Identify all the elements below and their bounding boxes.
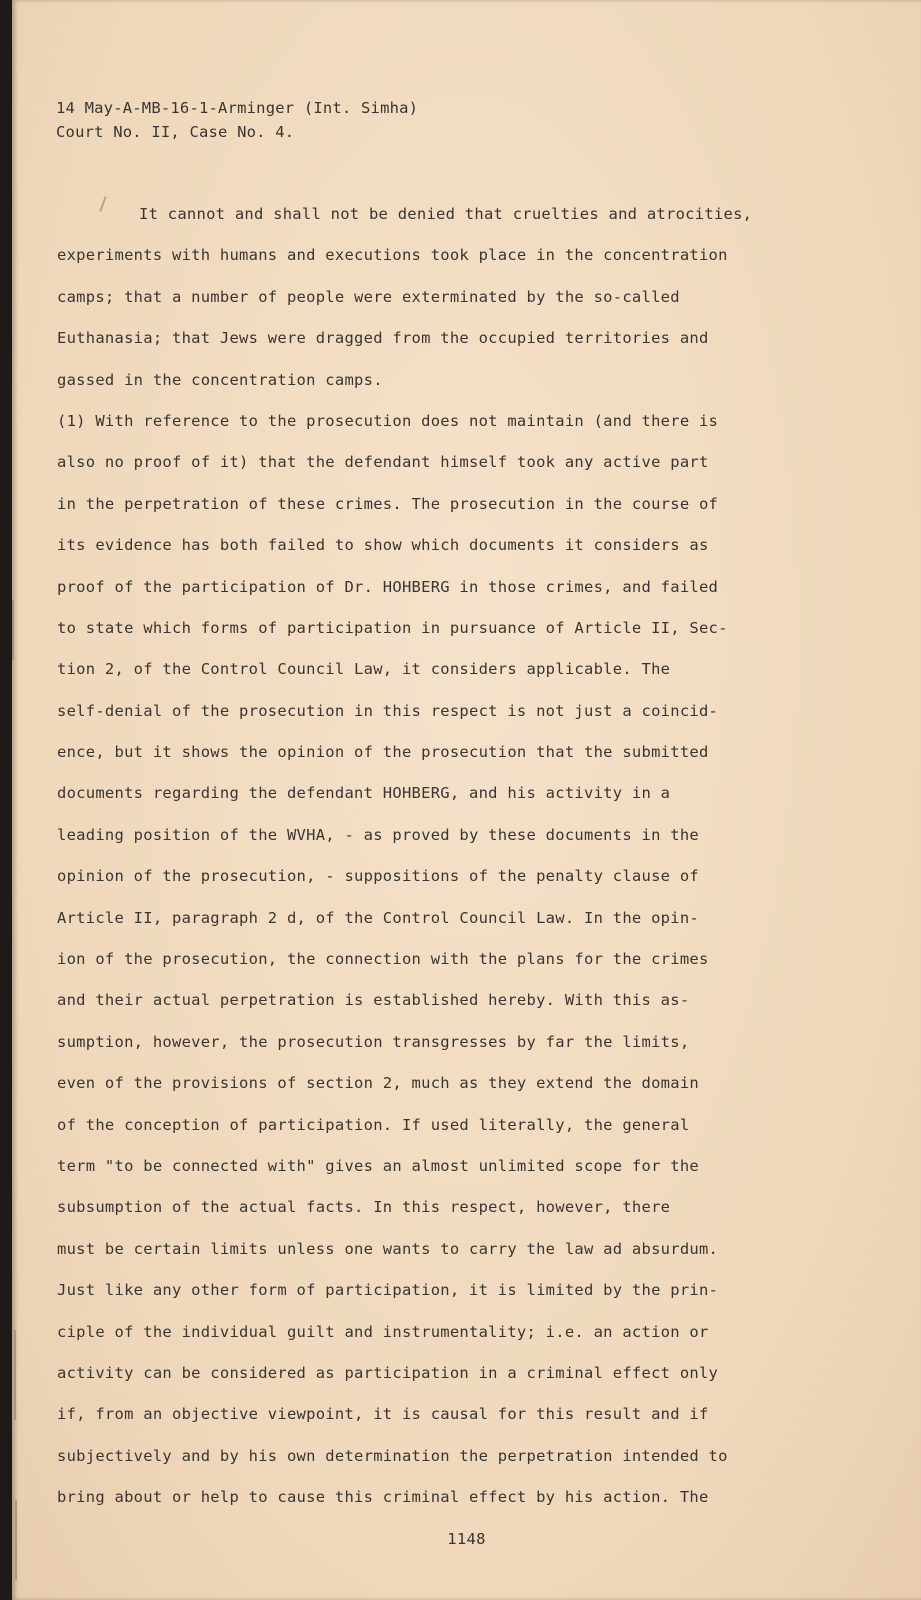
body-line: proof of the participation of Dr. HOHBERG in those crimes, and failed (57, 577, 719, 596)
page-number: 1148 (447, 1530, 486, 1548)
document-body (57, 194, 797, 1519)
header-reference-line: 14 May-A-MB-16-1-Arminger (Int. Simha) (56, 99, 419, 117)
body-line: its evidence has both failed to show which documents it considers as (57, 536, 709, 555)
scan-left-edge (0, 0, 12, 1600)
body-line: subsumption of the actual facts. In this respect, however, there (57, 1198, 671, 1217)
body-line: of the conception of participation. If used literally, the general (57, 1115, 690, 1134)
body-line: (1) With reference to the prosecution does not maintain (and there is (57, 411, 719, 430)
body-line: in the perpetration of these crimes. The prosecution in the course of (57, 494, 719, 513)
body-line: experiments with humans and executions took place in the concentration (57, 246, 728, 265)
body-line: and their actual perpetration is established hereby. With this as- (57, 991, 690, 1010)
body-line: Euthanasia; that Jews were dragged from the occupied territories and (57, 329, 709, 348)
paper-blemish (14, 1330, 16, 1420)
body-line: ciple of the individual guilt and instrumentality; i.e. an action or (57, 1322, 709, 1341)
body-line: activity can be considered as participation in a criminal effect only (57, 1363, 719, 1382)
paper-blemish (12, 600, 14, 660)
document-page (12, 0, 921, 1600)
body-line: if, from an objective viewpoint, it is causal for this result and if (57, 1405, 709, 1424)
header-court-line: Court No. II, Case No. 4. (56, 123, 295, 141)
body-line: ion of the prosecution, the connection with the plans for the crimes (57, 950, 709, 969)
body-line: Just like any other form of participation, it is limited by the prin- (57, 1281, 719, 1300)
body-line: camps; that a number of people were exterminated by the so-called (57, 287, 680, 306)
body-line: subjectively and by his own determination the perpetration intended to (57, 1446, 728, 1465)
body-line: It cannot and shall not be denied that cruelties and atrocities, (139, 205, 753, 223)
body-line: sumption, however, the prosecution transgresses by far the limits, (57, 1032, 690, 1051)
document-header (56, 96, 418, 144)
body-line: must be certain limits unless one wants to carry the law ad absurdum. (57, 1239, 719, 1258)
body-line: opinion of the prosecution, - suppositions of the penalty clause of (57, 867, 699, 886)
body-line: tion 2, of the Control Council Law, it considers applicable. The (57, 660, 671, 679)
paper-blemish (15, 1500, 17, 1580)
body-line: also no proof of it) that the defendant himself took any active part (57, 453, 709, 472)
body-line: even of the provisions of section 2, much as they extend the domain (57, 1074, 699, 1093)
body-line: bring about or help to cause this criminal effect by his action. The (57, 1488, 709, 1507)
body-line: documents regarding the defendant HOHBERG, and his activity in a (57, 784, 671, 803)
body-line: term "to be connected with" gives an almost unlimited scope for the (57, 1156, 699, 1175)
body-line: gassed in the concentration camps. (57, 370, 383, 389)
body-line: ence, but it shows the opinion of the prosecution that the submitted (57, 743, 709, 762)
body-line: Article II, paragraph 2 d, of the Control Council Law. In the opin- (57, 908, 699, 927)
body-line: to state which forms of participation in pursuance of Article II, Sec- (57, 618, 728, 637)
body-line: self-denial of the prosecution in this respect is not just a coincid- (57, 701, 719, 720)
body-line: leading position of the WVHA, - as proved by these documents in the (57, 825, 699, 844)
